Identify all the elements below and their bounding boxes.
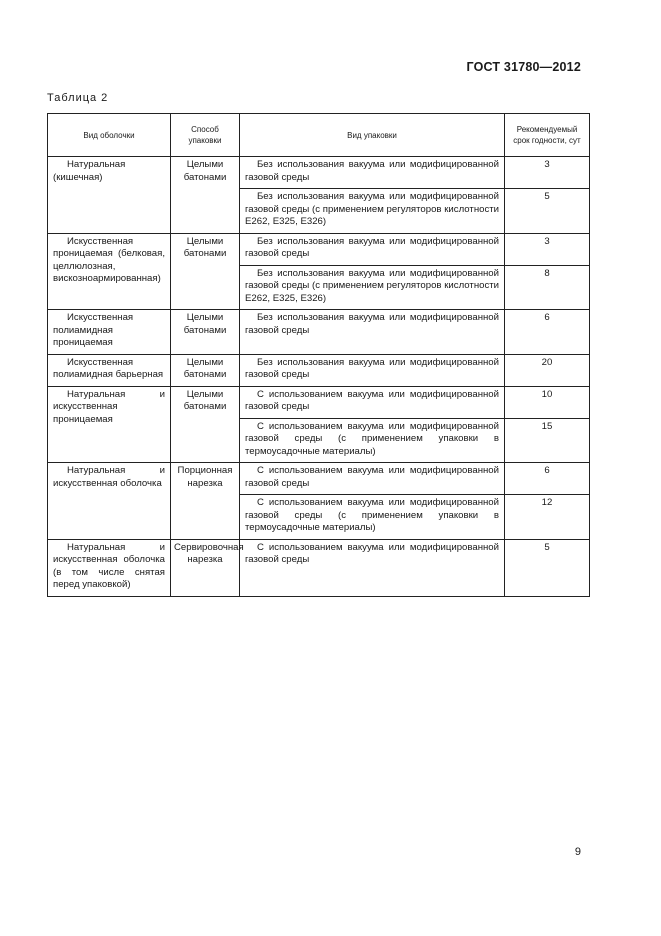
table-row	[48, 310, 590, 355]
column-header-method: Способ упаковки	[171, 114, 240, 157]
shelf-life-cell: 5	[505, 189, 590, 234]
shelf-life-cell: 10	[505, 386, 590, 418]
shelf-life-table	[47, 113, 590, 597]
table-row	[48, 354, 590, 386]
shelf-life-cell: 5	[505, 539, 590, 596]
shelf-life-cell: 15	[505, 418, 590, 463]
shelf-life-cell: 6	[505, 463, 590, 495]
casing-cell: Натуральная и искусственная оболочка (в том числе снятая перед упаковкой)	[48, 539, 171, 596]
packaging-cell: Без использования вакуума или модифицированной газовой среды (с применением регуляторов кислотности Е262, Е325, Е326)	[240, 189, 505, 234]
table-row	[48, 157, 590, 189]
casing-cell: Искусственная полиамидная барьерная	[48, 354, 171, 386]
column-header-shelf-life: Рекомендуемый срок годности, сут	[505, 114, 590, 157]
casing-cell: Натуральная (кишечная)	[48, 157, 171, 234]
method-cell: Целыми батонами	[171, 157, 240, 234]
packaging-cell: С использованием вакуума или модифицированной газовой среды (с применением упаковки в термоусадочные материалы)	[240, 495, 505, 540]
packaging-cell: Без использования вакуума или модифицированной газовой среды	[240, 354, 505, 386]
casing-cell: Искусственная проницаемая (белковая, целлюлозная, вискозноармированная)	[48, 233, 171, 310]
shelf-life-cell: 20	[505, 354, 590, 386]
table-row	[48, 233, 590, 265]
casing-cell: Натуральная и искусственная проницаемая	[48, 386, 171, 463]
method-cell: Целыми батонами	[171, 233, 240, 310]
document-standard-number: ГОСТ 31780—2012	[466, 60, 581, 74]
shelf-life-cell: 12	[505, 495, 590, 540]
shelf-life-cell: 3	[505, 233, 590, 265]
packaging-cell: С использованием вакуума или модифицированной газовой среды	[240, 386, 505, 418]
packaging-cell: Без использования вакуума или модифицированной газовой среды	[240, 157, 505, 189]
method-cell: Порционная нарезка	[171, 463, 240, 540]
table-caption: Таблица 2	[47, 92, 109, 104]
table-row	[48, 386, 590, 418]
packaging-cell: С использованием вакуума или модифицированной газовой среды	[240, 463, 505, 495]
column-header-casing: Вид оболочки	[48, 114, 171, 157]
page-number: 9	[574, 846, 581, 858]
method-cell: Сервировочная нарезка	[171, 539, 240, 596]
casing-cell: Искусственная полиамидная проницаемая	[48, 310, 171, 355]
packaging-cell: Без использования вакуума или модифицированной газовой среды (с применением регуляторов кислотности Е262, Е325, Е326)	[240, 265, 505, 310]
packaging-cell: Без использования вакуума или модифицированной газовой среды	[240, 233, 505, 265]
method-cell: Целыми батонами	[171, 310, 240, 355]
method-cell: Целыми батонами	[171, 386, 240, 463]
column-header-packaging: Вид упаковки	[240, 114, 505, 157]
shelf-life-cell: 3	[505, 157, 590, 189]
casing-cell: Натуральная и искусственная оболочка	[48, 463, 171, 540]
table-row	[48, 539, 590, 596]
table-row	[48, 463, 590, 495]
packaging-cell: С использованием вакуума или модифицированной газовой среды	[240, 539, 505, 596]
packaging-cell: Без использования вакуума или модифицированной газовой среды	[240, 310, 505, 355]
packaging-cell: С использованием вакуума или модифицированной газовой среды (с применением упаковки в термоусадочные материалы)	[240, 418, 505, 463]
shelf-life-cell: 6	[505, 310, 590, 355]
method-cell: Целыми батонами	[171, 354, 240, 386]
shelf-life-cell: 8	[505, 265, 590, 310]
table-header-row	[48, 114, 590, 157]
